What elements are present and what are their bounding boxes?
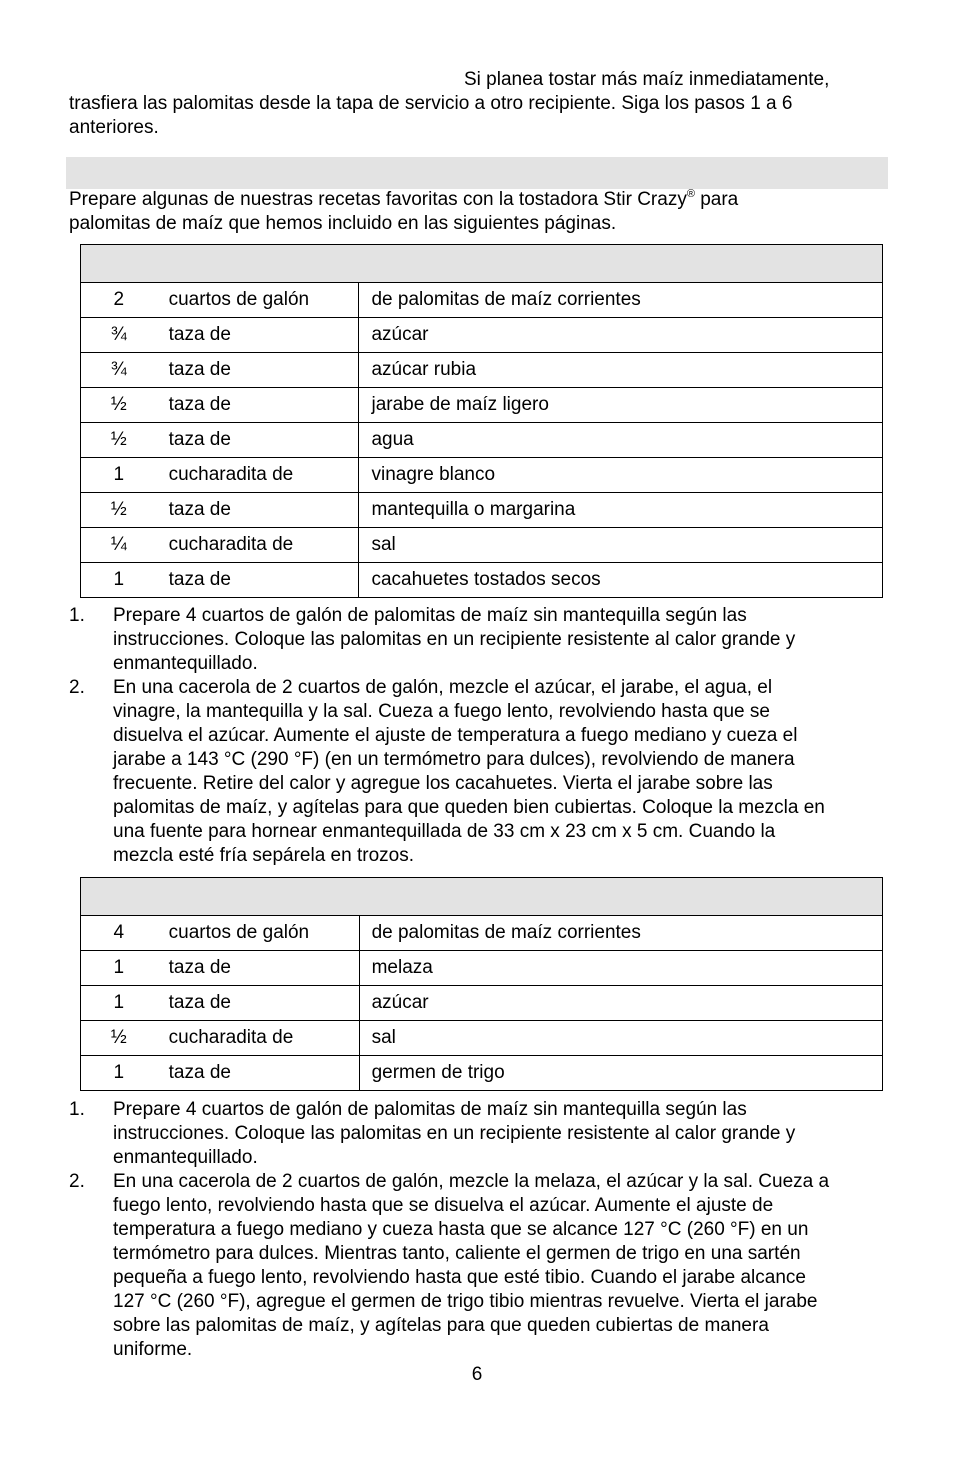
ingredient-row	[81, 951, 883, 986]
ingredient-row	[81, 563, 883, 598]
ingredient-unit: taza de	[157, 563, 359, 598]
ingredients-table-header-cell	[81, 245, 883, 283]
ingredient-row	[81, 388, 883, 423]
section-header-bar	[66, 157, 888, 189]
step-number: 2.	[69, 677, 85, 698]
instruction-step	[69, 1098, 884, 1170]
ingredient-quantity: 1	[81, 458, 157, 493]
ingredient-row	[81, 458, 883, 493]
ingredient-name: melaza	[359, 951, 882, 986]
step-text-line: disuelva el azúcar. Aumente el ajuste de temperatura a fuego mediano y cueza el	[113, 725, 798, 746]
step-number: 1.	[69, 1099, 85, 1120]
ingredient-name: cacahuetes tostados secos	[359, 563, 883, 598]
ingredient-unit: taza de	[157, 388, 359, 423]
ingredient-quantity: 1	[81, 1056, 157, 1091]
ingredient-name: sal	[359, 1021, 882, 1056]
ingredient-name: mantequilla o margarina	[359, 493, 883, 528]
ingredient-name: vinagre blanco	[359, 458, 883, 493]
step-text-line: Prepare 4 cuartos de galón de palomitas de maíz sin mantequilla según las	[113, 1099, 747, 1120]
ingredient-name: sal	[359, 528, 883, 563]
instruction-step	[69, 1170, 884, 1362]
ingredients-table-header	[81, 245, 883, 283]
step-text-line: En una cacerola de 2 cuartos de galón, mezcle la melaza, el azúcar y la sal. Cueza a	[113, 1171, 830, 1192]
ingredient-quantity: ½	[81, 493, 157, 528]
ingredient-unit: cucharadita de	[157, 1021, 359, 1056]
step-text-line: fuego lento, revolviendo hasta que se disuelva el azúcar. Aumente el ajuste de	[113, 1195, 774, 1216]
ingredient-quantity: 1	[81, 951, 157, 986]
ingredient-unit: taza de	[157, 951, 359, 986]
ingredient-quantity: 1	[81, 563, 157, 598]
step-text-line: palomitas de maíz, y agítelas para que queden bien cubiertas. Coloque la mezcla en	[113, 797, 825, 818]
ingredient-unit: taza de	[157, 318, 359, 353]
ingredient-quantity: ¾	[81, 318, 157, 353]
recipes-intro-paragraph	[69, 188, 884, 236]
ingredient-unit: taza de	[157, 353, 359, 388]
ingredient-name: germen de trigo	[359, 1056, 882, 1091]
ingredient-unit: cuartos de galón	[157, 916, 359, 951]
ingredient-quantity: 1	[81, 986, 157, 1021]
step-text-line: instrucciones. Coloque las palomitas en un recipiente resistente al calor grande y	[113, 629, 796, 650]
ingredient-quantity: ½	[81, 1021, 157, 1056]
step-text-line: una fuente para hornear enmantequillada de 33 cm x 23 cm x 5 cm. Cuando la	[113, 821, 776, 842]
step-text-line: sobre las palomitas de maíz, y agítelas para que queden cubiertas de manera	[113, 1315, 769, 1336]
step-text-line: temperatura a fuego mediano y cueza hasta que se alcance 127 °C (260 °F) en un	[113, 1219, 809, 1240]
step-text-line: jarabe a 143 °C (290 °F) (en un termómetro para dulces), revolviendo de manera	[113, 749, 795, 770]
step-text-line: termómetro para dulces. Mientras tanto, caliente el germen de trigo en una sartén	[113, 1243, 801, 1264]
ingredient-name: de palomitas de maíz corrientes	[359, 916, 882, 951]
ingredient-name: azúcar	[359, 986, 882, 1021]
ingredient-row	[81, 423, 883, 458]
ingredient-unit: cucharadita de	[157, 528, 359, 563]
recipes-intro-text-end: para	[694, 189, 739, 210]
ingredient-row	[81, 283, 883, 318]
intro-line-1: Si planea tostar más maíz inmediatamente,	[464, 69, 830, 90]
ingredients-table-1	[80, 244, 883, 598]
step-text-line: vinagre, la mantequilla y la sal. Cueza a fuego lento, revolviendo hasta que se	[113, 701, 770, 722]
ingredient-unit: taza de	[157, 986, 359, 1021]
step-text-line: enmantequillado.	[113, 653, 258, 674]
ingredient-row	[81, 528, 883, 563]
intro-line-3: anteriores.	[69, 117, 159, 138]
intro-line-2: trasfiera las palomitas desde la tapa de servicio a otro recipiente. Siga los pasos 1 a 6	[69, 93, 793, 114]
step-text-line: mezcla esté fría sepárela en trozos.	[113, 845, 414, 866]
ingredient-quantity: ½	[81, 388, 157, 423]
step-number: 2.	[69, 1171, 85, 1192]
ingredient-row	[81, 493, 883, 528]
ingredient-name: de palomitas de maíz corrientes	[359, 283, 883, 318]
instructions-list-1	[69, 604, 884, 868]
step-text-line: frecuente. Retire del calor y agregue los cacahuetes. Vierta el jarabe sobre las	[113, 773, 773, 794]
ingredient-quantity: ¾	[81, 353, 157, 388]
ingredient-unit: cucharadita de	[157, 458, 359, 493]
ingredient-row	[81, 986, 883, 1021]
recipes-intro-text: Prepare algunas de nuestras recetas favoritas con la tostadora Stir Crazy	[69, 189, 687, 210]
step-text-line: instrucciones. Coloque las palomitas en un recipiente resistente al calor grande y	[113, 1123, 796, 1144]
ingredient-row	[81, 916, 883, 951]
intro-paragraph	[69, 68, 884, 140]
ingredient-unit: cuartos de galón	[157, 283, 359, 318]
ingredient-quantity: ½	[81, 423, 157, 458]
ingredient-row	[81, 318, 883, 353]
step-number: 1.	[69, 605, 85, 626]
ingredient-name: azúcar	[359, 318, 883, 353]
ingredient-name: azúcar rubia	[359, 353, 883, 388]
ingredient-name: jarabe de maíz ligero	[359, 388, 883, 423]
ingredient-row	[81, 1021, 883, 1056]
ingredient-name: agua	[359, 423, 883, 458]
page-number: 6	[471, 1364, 483, 1385]
ingredient-quantity: 4	[81, 916, 157, 951]
registered-mark: ®	[686, 187, 695, 200]
ingredient-unit: taza de	[157, 493, 359, 528]
recipes-intro-line-2: palomitas de maíz que hemos incluido en las siguientes páginas.	[69, 213, 617, 234]
ingredients-table-header-cell	[81, 878, 883, 916]
step-text-line: Prepare 4 cuartos de galón de palomitas de maíz sin mantequilla según las	[113, 605, 747, 626]
ingredient-quantity: 2	[81, 283, 157, 318]
ingredients-table-header	[81, 878, 883, 916]
step-text-line: pequeña a fuego lento, revolviendo hasta que esté tibio. Cuando el jarabe alcance	[113, 1267, 806, 1288]
ingredient-row	[81, 353, 883, 388]
step-text-line: enmantequillado.	[113, 1147, 258, 1168]
instructions-list-2	[69, 1098, 884, 1362]
ingredients-table-2	[80, 877, 883, 1091]
ingredient-unit: taza de	[157, 1056, 359, 1091]
instruction-step	[69, 676, 884, 868]
ingredient-row	[81, 1056, 883, 1091]
step-text-line: 127 °C (260 °F), agregue el germen de trigo tibio mientras revuelve. Vierta el jarabe	[113, 1291, 818, 1312]
step-text-line: En una cacerola de 2 cuartos de galón, mezcle el azúcar, el jarabe, el agua, el	[113, 677, 773, 698]
ingredient-unit: taza de	[157, 423, 359, 458]
instruction-step	[69, 604, 884, 676]
ingredient-quantity: ¼	[81, 528, 157, 563]
step-text-line: uniforme.	[113, 1339, 193, 1360]
